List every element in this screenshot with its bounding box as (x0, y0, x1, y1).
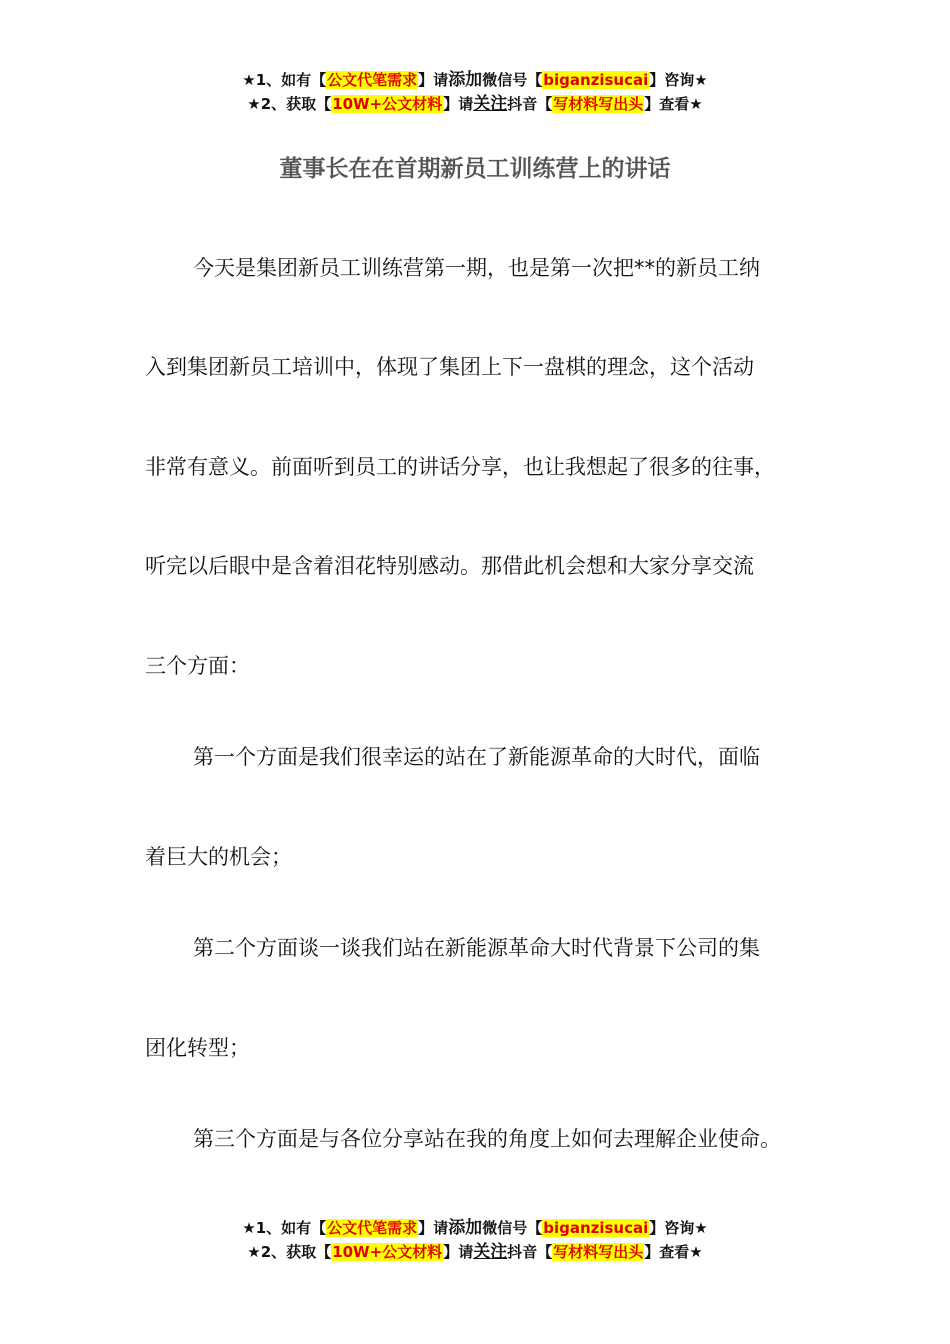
body-line: 三个方面： (145, 654, 250, 678)
highlight-service: 公文代笔需求 (327, 71, 418, 89)
highlight-materials: 10W+公文材料 (332, 95, 443, 113)
banner-line-2: ★2、获取【10W+公文材料】请关注抖音【写材料写出头】查看★ (247, 94, 703, 114)
banner-line-1: ★1、如有【公文代笔需求】请添加微信号【biganzisucai】咨询★ (242, 1218, 708, 1238)
banner-line-1: ★1、如有【公文代笔需求】请添加微信号【biganzisucai】咨询★ (242, 70, 708, 90)
body-line: 第二个方面谈一谈我们站在新能源革命大时代背景下公司的集 (193, 936, 760, 960)
highlight-douyin-id: 写材料写出头 (553, 95, 644, 113)
body-line: 着巨大的机会； (145, 845, 292, 869)
body-line: 听完以后眼中是含着泪花特别感动。那借此机会想和大家分享交流 (145, 554, 754, 578)
document-title: 董事长在在首期新员工训练营上的讲话 (279, 156, 671, 182)
body-line: 团化转型； (145, 1036, 250, 1060)
banner-line-2: ★2、获取【10W+公文材料】请关注抖音【写材料写出头】查看★ (247, 1242, 703, 1262)
highlight-service: 公文代笔需求 (327, 1219, 418, 1237)
header-banner (0, 68, 950, 116)
footer-banner (0, 1216, 950, 1264)
highlight-materials: 10W+公文材料 (332, 1243, 443, 1261)
body-line: 入到集团新员工培训中，体现了集团上下一盘棋的理念，这个活动 (145, 355, 754, 379)
body-line: 第三个方面是与各位分享站在我的角度上如何去理解企业使命。 (193, 1127, 781, 1151)
body-line: 非常有意义。前面听到员工的讲话分享，也让我想起了很多的往事， (145, 455, 775, 479)
highlight-wechat-id: biganzisucai (543, 71, 649, 89)
highlight-wechat-id: biganzisucai (543, 1219, 649, 1237)
body-line: 今天是集团新员工训练营第一期，也是第一次把**的新员工纳 (193, 256, 760, 280)
body-line: 第一个方面是我们很幸运的站在了新能源革命的大时代，面临 (193, 745, 760, 769)
highlight-douyin-id: 写材料写出头 (553, 1243, 644, 1261)
